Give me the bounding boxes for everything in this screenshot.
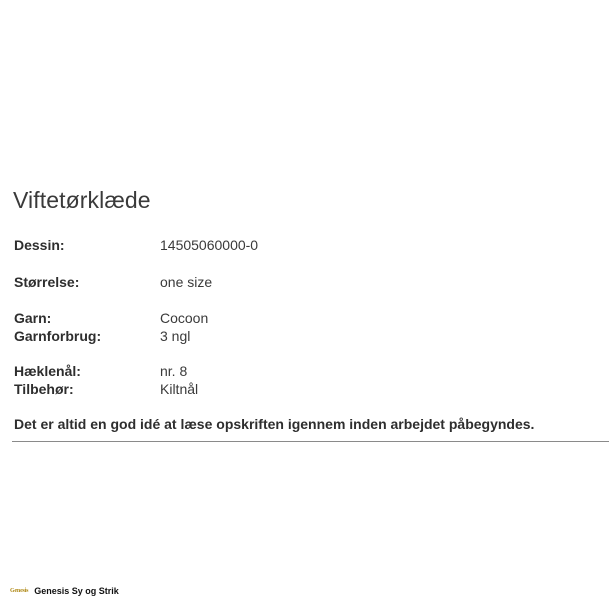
field-value: nr. 8 (160, 363, 188, 379)
field-label: Dessin: (14, 237, 65, 253)
field-row-hook (0, 363, 610, 381)
field-value: Cocoon (160, 310, 209, 326)
field-label: Garn: (14, 310, 52, 326)
field-value: one size (160, 274, 213, 290)
divider-line (12, 441, 609, 442)
field-row-size (0, 274, 610, 292)
field-label: Tilbehør: (14, 381, 74, 397)
shop-footer (10, 584, 119, 598)
field-row-yarn (0, 310, 610, 328)
pattern-title: Viftetørklæde (13, 187, 151, 213)
shop-name: Genesis Sy og Strik (34, 586, 119, 596)
field-row-dessin (0, 237, 610, 255)
field-label: Garnforbrug: (14, 328, 102, 344)
field-row-accessories (0, 381, 610, 399)
field-label: Hæklenål: (14, 363, 81, 379)
instruction-note: Det er altid en god idé at læse opskriften igennem inden arbejdet påbegyndes. (14, 416, 535, 432)
field-label: Størrelse: (14, 274, 80, 290)
shop-logo: Genesis (10, 588, 29, 594)
field-row-yarn-usage (0, 328, 610, 346)
field-value: 14505060000-0 (160, 237, 259, 253)
field-value: Kiltnål (160, 381, 199, 397)
field-value: 3 ngl (160, 328, 191, 344)
